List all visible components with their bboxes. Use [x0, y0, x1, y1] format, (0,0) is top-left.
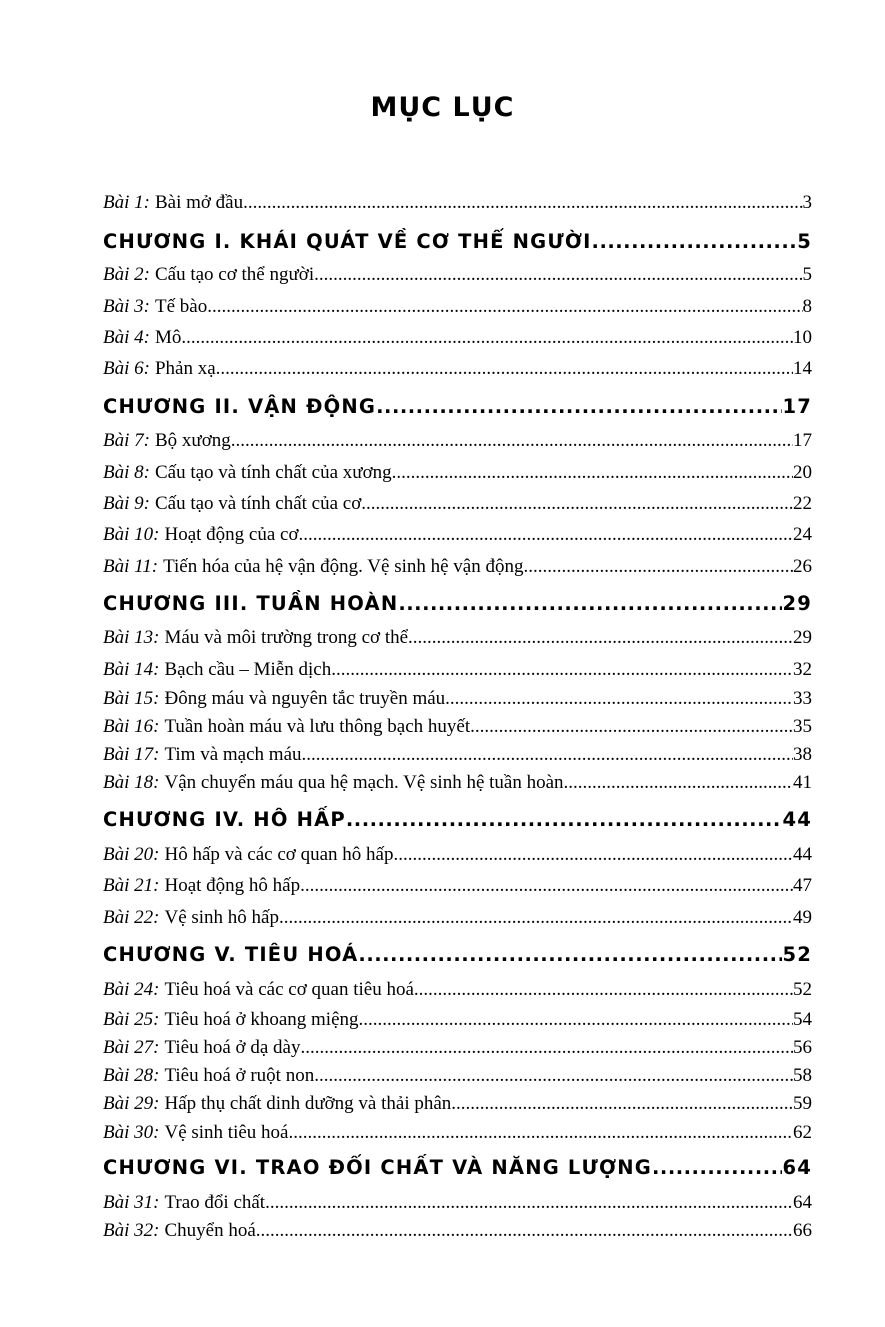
- dot-leader: [231, 428, 793, 454]
- lesson-number: Bài 14:: [103, 659, 160, 680]
- dot-leader: [523, 554, 793, 580]
- page-number: 26: [793, 556, 812, 577]
- toc-lesson-row: [103, 742, 812, 768]
- dot-leader: [376, 393, 782, 421]
- lesson-title: Bộ xương: [154, 430, 231, 451]
- page-number: 41: [793, 772, 812, 793]
- lesson-number: Bài 11:: [103, 556, 159, 577]
- toc-chapter-row: [103, 806, 812, 834]
- page-number: 47: [793, 875, 812, 896]
- page-number: 17: [793, 430, 812, 451]
- lesson-title: Tiêu hoá ở khoang miệng: [164, 1009, 359, 1030]
- lesson-number: Bài 21:: [103, 875, 160, 896]
- lesson-title: Vệ sinh tiêu hoá: [164, 1122, 289, 1143]
- toc-lesson-row: [103, 905, 812, 931]
- lesson-number: Bài 7:: [103, 430, 150, 451]
- dot-leader: [299, 522, 794, 548]
- lesson-number: Bài 1:: [103, 192, 150, 213]
- toc-lesson-row: [103, 294, 812, 320]
- toc-lesson-row: [103, 625, 812, 651]
- toc-lesson-row: [103, 770, 812, 796]
- lesson-title: Đông máu và nguyên tắc truyền máu: [164, 688, 446, 709]
- dot-leader: [216, 356, 793, 382]
- page-number: 20: [793, 462, 812, 483]
- dot-leader: [398, 590, 782, 618]
- toc-lesson-row: [103, 873, 812, 899]
- dot-leader: [358, 941, 782, 969]
- lesson-number: Bài 25:: [103, 1009, 160, 1030]
- lesson-number: Bài 10:: [103, 524, 160, 545]
- page-number: 17: [782, 395, 812, 418]
- chapter-title: CHƯƠNG IV. HÔ HẤP: [103, 808, 346, 831]
- lesson-number: Bài 22:: [103, 907, 160, 928]
- page-number: 29: [793, 627, 812, 648]
- toc-chapter-row: [103, 1154, 812, 1182]
- toc-lesson-row: [103, 686, 812, 712]
- page-number: 56: [793, 1037, 812, 1058]
- lesson-title: Vận chuyển máu qua hệ mạch. Vệ sinh hệ tuần hoàn: [164, 772, 564, 793]
- lesson-number: Bài 20:: [103, 844, 160, 865]
- dot-leader: [265, 1190, 793, 1216]
- lesson-title: Bạch cầu – Miễn dịch: [164, 659, 332, 680]
- dot-leader: [592, 228, 798, 256]
- lesson-number: Bài 2:: [103, 264, 150, 285]
- toc-lesson-row: [103, 1190, 812, 1216]
- lesson-title: Chuyển hoá: [164, 1220, 256, 1241]
- dot-leader: [181, 325, 793, 351]
- dot-leader: [314, 262, 802, 288]
- page-number: 64: [793, 1192, 812, 1213]
- toc-lesson-row: [103, 428, 812, 454]
- dot-leader: [243, 190, 802, 216]
- dot-leader: [302, 742, 793, 768]
- toc-lesson-row: [103, 1035, 812, 1061]
- toc-lesson-row: [103, 190, 812, 216]
- dot-leader: [346, 806, 783, 834]
- toc-lesson-row: [103, 657, 812, 683]
- toc-chapter-row: [103, 228, 812, 256]
- table-of-contents: [103, 0, 812, 1327]
- lesson-title: Máu và môi trường trong cơ thể: [164, 627, 409, 648]
- lesson-title: Tiêu hoá và các cơ quan tiêu hoá: [164, 979, 414, 1000]
- page-number: 10: [793, 327, 812, 348]
- lesson-title: Vệ sinh hô hấp: [164, 907, 279, 928]
- lesson-title: Tiêu hoá ở dạ dày: [164, 1037, 301, 1058]
- dot-leader: [359, 1007, 793, 1033]
- page-number: 24: [793, 524, 812, 545]
- lesson-title: Phản xạ: [154, 358, 216, 379]
- dot-leader: [314, 1063, 793, 1089]
- lesson-number: Bài 8:: [103, 462, 150, 483]
- page-number: 33: [793, 688, 812, 709]
- lesson-number: Bài 30:: [103, 1122, 160, 1143]
- lesson-number: Bài 31:: [103, 1192, 160, 1213]
- page-number: 52: [793, 979, 812, 1000]
- page-number: 49: [793, 907, 812, 928]
- page-number: 38: [793, 744, 812, 765]
- dot-leader: [288, 1120, 793, 1146]
- dot-leader: [393, 842, 793, 868]
- chapter-title: CHƯƠNG II. VẬN ĐỘNG: [103, 395, 377, 418]
- page-number: 64: [782, 1156, 812, 1179]
- page-number: 29: [782, 592, 812, 615]
- toc-lesson-row: [103, 1120, 812, 1146]
- toc-lesson-row: [103, 262, 812, 288]
- dot-leader: [414, 977, 793, 1003]
- lesson-number: Bài 3:: [103, 296, 150, 317]
- lesson-title: Cấu tạo và tính chất của cơ: [154, 493, 362, 514]
- lesson-title: Tim và mạch máu: [164, 744, 302, 765]
- lesson-title: Tế bào: [154, 296, 208, 317]
- lesson-number: Bài 4:: [103, 327, 150, 348]
- page-number: 52: [782, 943, 812, 966]
- toc-lesson-row: [103, 1091, 812, 1117]
- page-number: 8: [802, 296, 812, 317]
- page-title: MỤC LỤC: [370, 92, 515, 123]
- toc-lesson-row: [103, 522, 812, 548]
- lesson-number: Bài 15:: [103, 688, 160, 709]
- dot-leader: [279, 905, 793, 931]
- lesson-number: Bài 28:: [103, 1065, 160, 1086]
- page-number: 44: [793, 844, 812, 865]
- dot-leader: [207, 294, 802, 320]
- lesson-number: Bài 24:: [103, 979, 160, 1000]
- lesson-number: Bài 6:: [103, 358, 150, 379]
- lesson-title: Mô: [154, 327, 182, 348]
- dot-leader: [392, 460, 793, 486]
- lesson-title: Bài mở đầu: [154, 192, 244, 213]
- lesson-number: Bài 9:: [103, 493, 150, 514]
- dot-leader: [564, 770, 793, 796]
- toc-chapter-row: [103, 941, 812, 969]
- page-number: 14: [793, 358, 812, 379]
- lesson-number: Bài 13:: [103, 627, 160, 648]
- page-number: 44: [782, 808, 812, 831]
- toc-lesson-row: [103, 491, 812, 517]
- page-number: 5: [797, 230, 812, 253]
- toc-lesson-row: [103, 842, 812, 868]
- page-number: 5: [802, 264, 812, 285]
- toc-lesson-row: [103, 1218, 812, 1244]
- chapter-title: CHƯƠNG V. TIÊU HOÁ: [103, 943, 359, 966]
- toc-lesson-row: [103, 325, 812, 351]
- toc-lesson-row: [103, 714, 812, 740]
- dot-leader: [408, 625, 793, 651]
- page-number: 35: [793, 716, 812, 737]
- toc-lesson-row: [103, 977, 812, 1003]
- lesson-title: Hoạt động hô hấp: [164, 875, 301, 896]
- dot-leader: [300, 873, 793, 899]
- chapter-title: CHƯƠNG III. TUẦN HOÀN: [103, 592, 399, 615]
- lesson-title: Trao đổi chất: [164, 1192, 266, 1213]
- lesson-number: Bài 32:: [103, 1220, 160, 1241]
- page-number: 3: [802, 192, 812, 213]
- lesson-title: Hoạt động của cơ: [164, 524, 299, 545]
- dot-leader: [331, 657, 793, 683]
- toc-lesson-row: [103, 460, 812, 486]
- dot-leader: [470, 714, 793, 740]
- lesson-number: Bài 16:: [103, 716, 160, 737]
- page-number: 58: [793, 1065, 812, 1086]
- lesson-number: Bài 29:: [103, 1093, 160, 1114]
- toc-lesson-row: [103, 1007, 812, 1033]
- toc-chapter-row: [103, 393, 812, 421]
- toc-chapter-row: [103, 590, 812, 618]
- chapter-title: CHƯƠNG VI. TRAO ĐỔI CHẤT VÀ NĂNG LƯỢNG: [103, 1156, 653, 1179]
- lesson-title: Hô hấp và các cơ quan hô hấp: [164, 844, 394, 865]
- dot-leader: [300, 1035, 793, 1061]
- lesson-title: Cấu tạo và tính chất của xương: [154, 462, 392, 483]
- lesson-title: Tuần hoàn máu và lưu thông bạch huyết: [164, 716, 471, 737]
- lesson-number: Bài 27:: [103, 1037, 160, 1058]
- toc-lesson-row: [103, 356, 812, 382]
- lesson-title: Hấp thụ chất dinh dưỡng và thải phân: [164, 1093, 452, 1114]
- lesson-number: Bài 18:: [103, 772, 160, 793]
- dot-leader: [361, 491, 793, 517]
- page-number: 54: [793, 1009, 812, 1030]
- page-number: 32: [793, 659, 812, 680]
- dot-leader: [451, 1091, 793, 1117]
- page-number: 62: [793, 1122, 812, 1143]
- page-number: 66: [793, 1220, 812, 1241]
- lesson-title: Tiến hóa của hệ vận động. Vệ sinh hệ vận động: [163, 556, 524, 577]
- page-number: 22: [793, 493, 812, 514]
- lesson-number: Bài 17:: [103, 744, 160, 765]
- lesson-title: Cấu tạo cơ thể người: [154, 264, 315, 285]
- page-number: 59: [793, 1093, 812, 1114]
- lesson-title: Tiêu hoá ở ruột non: [164, 1065, 315, 1086]
- dot-leader: [652, 1154, 782, 1182]
- toc-lesson-row: [103, 554, 812, 580]
- toc-lesson-row: [103, 1063, 812, 1089]
- chapter-title: CHƯƠNG I. KHÁI QUÁT VỀ CƠ THỂ NGƯỜI: [103, 230, 592, 253]
- dot-leader: [445, 686, 793, 712]
- dot-leader: [256, 1218, 793, 1244]
